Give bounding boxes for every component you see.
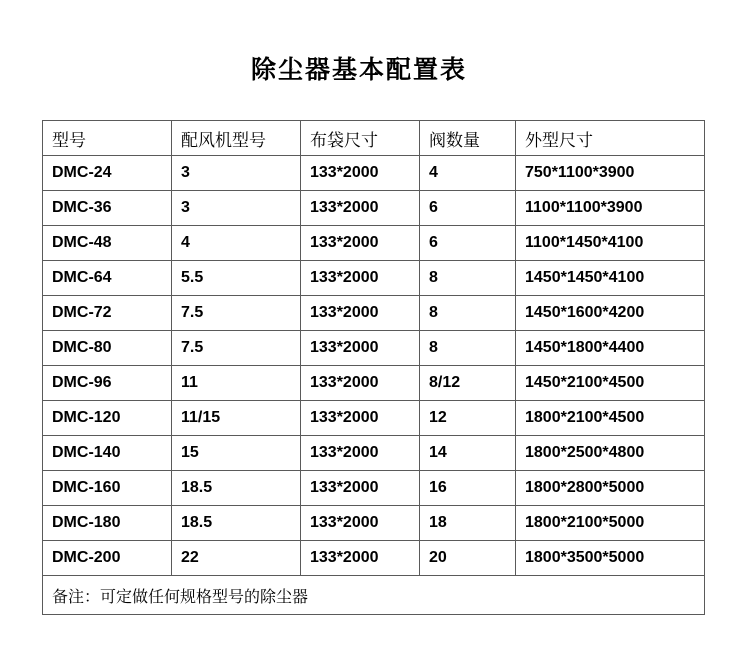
cell-valve-count: 18: [420, 506, 516, 541]
spec-table: [42, 120, 705, 615]
table-row: [43, 191, 705, 226]
cell-dimensions: 1450*1600*4200: [516, 296, 705, 331]
cell-dimensions: 1450*1450*4100: [516, 261, 705, 296]
table-row: [43, 506, 705, 541]
cell-fan-model: 7.5: [172, 296, 301, 331]
header-model: 型号: [43, 121, 172, 156]
table-row: [43, 541, 705, 576]
cell-valve-count: 8/12: [420, 366, 516, 401]
cell-valve-count: 16: [420, 471, 516, 506]
table-row: [43, 331, 705, 366]
cell-dimensions: 1450*1800*4400: [516, 331, 705, 366]
cell-model: DMC-48: [43, 226, 172, 261]
cell-fan-model: 5.5: [172, 261, 301, 296]
cell-model: DMC-24: [43, 156, 172, 191]
cell-fan-model: 18.5: [172, 506, 301, 541]
cell-fan-model: 3: [172, 156, 301, 191]
cell-model: DMC-72: [43, 296, 172, 331]
cell-dimensions: 1100*1100*3900: [516, 191, 705, 226]
cell-bag-size: 133*2000: [301, 261, 420, 296]
table-row: [43, 296, 705, 331]
cell-model: DMC-140: [43, 436, 172, 471]
header-valve-count: 阀数量: [420, 121, 516, 156]
cell-bag-size: 133*2000: [301, 331, 420, 366]
header-bag-size: 布袋尺寸: [301, 121, 420, 156]
cell-valve-count: 14: [420, 436, 516, 471]
cell-dimensions: 1800*2100*4500: [516, 401, 705, 436]
cell-bag-size: 133*2000: [301, 436, 420, 471]
cell-dimensions: 1800*2500*4800: [516, 436, 705, 471]
cell-valve-count: 6: [420, 226, 516, 261]
cell-model: DMC-120: [43, 401, 172, 436]
cell-model: DMC-200: [43, 541, 172, 576]
table-row: [43, 436, 705, 471]
cell-fan-model: 3: [172, 191, 301, 226]
cell-dimensions: 1450*2100*4500: [516, 366, 705, 401]
cell-fan-model: 15: [172, 436, 301, 471]
cell-fan-model: 11: [172, 366, 301, 401]
table-note: 备注：可定做任何规格型号的除尘器: [43, 576, 705, 615]
cell-dimensions: 1800*2800*5000: [516, 471, 705, 506]
cell-bag-size: 133*2000: [301, 296, 420, 331]
cell-valve-count: 8: [420, 261, 516, 296]
cell-bag-size: 133*2000: [301, 191, 420, 226]
cell-dimensions: 1800*2100*5000: [516, 506, 705, 541]
cell-bag-size: 133*2000: [301, 506, 420, 541]
cell-bag-size: 133*2000: [301, 541, 420, 576]
cell-valve-count: 20: [420, 541, 516, 576]
cell-fan-model: 11/15: [172, 401, 301, 436]
header-fan-model: 配风机型号: [172, 121, 301, 156]
cell-valve-count: 6: [420, 191, 516, 226]
cell-bag-size: 133*2000: [301, 156, 420, 191]
note-row: [43, 576, 705, 615]
cell-model: DMC-80: [43, 331, 172, 366]
table-header-row: [43, 121, 705, 156]
cell-dimensions: 750*1100*3900: [516, 156, 705, 191]
cell-dimensions: 1100*1450*4100: [516, 226, 705, 261]
page-title: 除尘器基本配置表: [250, 55, 467, 84]
cell-valve-count: 4: [420, 156, 516, 191]
cell-model: DMC-96: [43, 366, 172, 401]
cell-valve-count: 8: [420, 331, 516, 366]
cell-model: DMC-180: [43, 506, 172, 541]
cell-fan-model: 4: [172, 226, 301, 261]
cell-valve-count: 8: [420, 296, 516, 331]
cell-dimensions: 1800*3500*5000: [516, 541, 705, 576]
cell-model: DMC-160: [43, 471, 172, 506]
table-body: [43, 156, 705, 576]
table-row: [43, 261, 705, 296]
cell-model: DMC-64: [43, 261, 172, 296]
cell-bag-size: 133*2000: [301, 471, 420, 506]
header-dimensions: 外型尺寸: [516, 121, 705, 156]
table-row: [43, 226, 705, 261]
cell-bag-size: 133*2000: [301, 366, 420, 401]
cell-valve-count: 12: [420, 401, 516, 436]
table-row: [43, 366, 705, 401]
table-row: [43, 401, 705, 436]
cell-fan-model: 22: [172, 541, 301, 576]
table-row: [43, 156, 705, 191]
cell-bag-size: 133*2000: [301, 401, 420, 436]
cell-fan-model: 7.5: [172, 331, 301, 366]
cell-bag-size: 133*2000: [301, 226, 420, 261]
table-row: [43, 471, 705, 506]
cell-fan-model: 18.5: [172, 471, 301, 506]
cell-model: DMC-36: [43, 191, 172, 226]
